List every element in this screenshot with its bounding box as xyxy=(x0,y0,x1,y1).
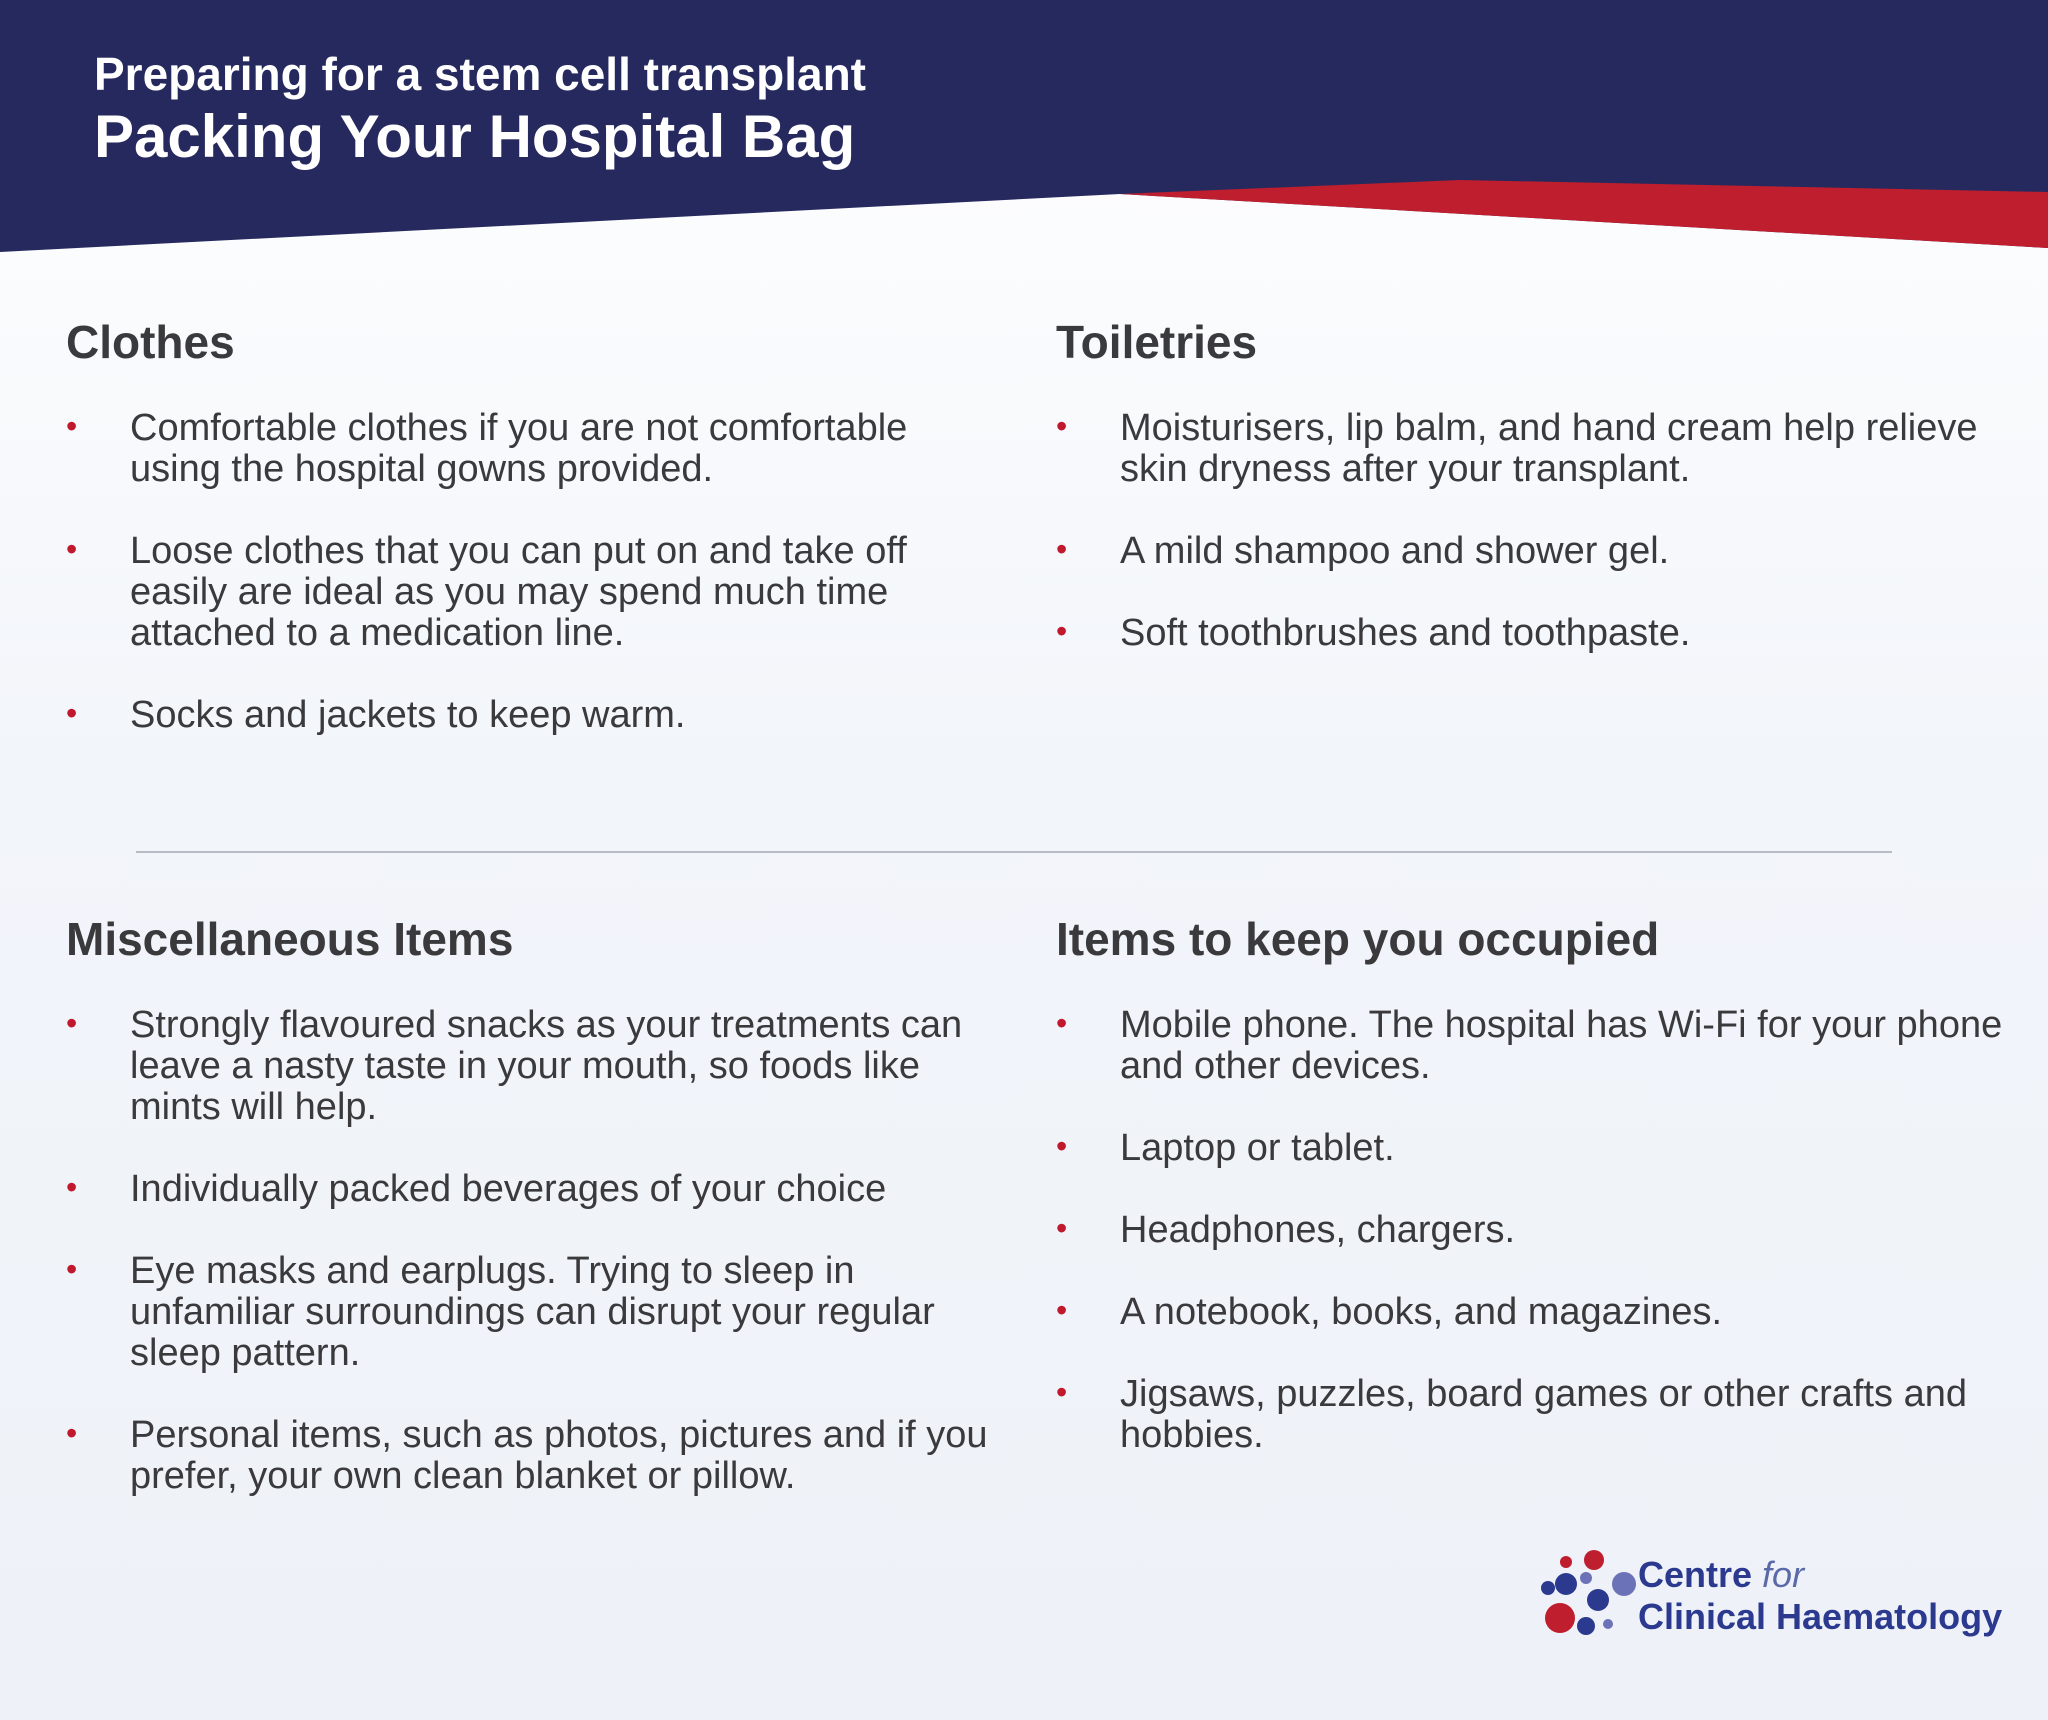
list-item xyxy=(1056,613,2016,654)
list-item-text: Eye masks and earplugs. Trying to sleep in unfamiliar surroundings can disrupt your regular sleep pattern. xyxy=(130,1250,935,1374)
bullet-icon: • xyxy=(66,1005,78,1041)
bullet-icon: • xyxy=(1056,1292,1068,1328)
section-heading: Clothes xyxy=(66,316,235,368)
section-heading: Toiletries xyxy=(1056,316,1258,368)
list-item-text: Soft toothbrushes and toothpaste. xyxy=(1120,612,1691,654)
list-item xyxy=(66,1169,1006,1210)
page-title: Packing Your Hospital Bag xyxy=(94,103,856,170)
list-item xyxy=(66,531,1006,654)
bullet-list xyxy=(1056,408,2016,654)
logo-text-clinical-haematology: Clinical Haematology xyxy=(1638,1596,2003,1637)
header-subtitle: Preparing for a stem cell transplant xyxy=(94,48,867,100)
bullet-icon: • xyxy=(1056,1210,1068,1246)
bullet-icon: • xyxy=(66,1169,78,1205)
list-item-text: Moisturisers, lip balm, and hand cream help relieve skin dryness after your transplant. xyxy=(1120,407,1978,490)
logo xyxy=(1536,1548,2016,1648)
list-item-text: Comfortable clothes if you are not comfortable using the hospital gowns provided. xyxy=(130,407,908,490)
list-item xyxy=(66,408,1006,490)
bullet-icon: • xyxy=(1056,408,1068,444)
bullet-icon: • xyxy=(66,1415,78,1451)
molecule-dots-logo-icon xyxy=(1536,1548,1636,1648)
section-divider xyxy=(136,851,1892,853)
bullet-icon: • xyxy=(66,695,78,731)
bullet-icon: • xyxy=(1056,1005,1068,1041)
list-item xyxy=(1056,1292,2016,1333)
section-heading: Items to keep you occupied xyxy=(1056,913,1660,965)
list-item xyxy=(66,1415,1006,1497)
list-item xyxy=(1056,1374,2016,1456)
list-item xyxy=(1056,408,2016,490)
bullet-icon: • xyxy=(1056,531,1068,567)
bullet-list xyxy=(66,408,1006,736)
list-item xyxy=(1056,1005,2016,1087)
list-item-text: Socks and jackets to keep warm. xyxy=(130,694,686,736)
list-item xyxy=(1056,531,2016,572)
list-item-text: Headphones, chargers. xyxy=(1120,1209,1516,1251)
bullet-list xyxy=(1056,1005,2016,1456)
list-item-text: Individually packed beverages of your choice xyxy=(130,1168,887,1210)
list-item-text: Jigsaws, puzzles, board games or other crafts and hobbies. xyxy=(1120,1373,1967,1456)
section-miscellaneous xyxy=(66,911,1006,1538)
bullet-icon: • xyxy=(1056,1374,1068,1410)
section-heading: Miscellaneous Items xyxy=(66,913,514,965)
logo-text-centre: Centre xyxy=(1638,1554,1753,1595)
list-item xyxy=(1056,1128,2016,1169)
list-item xyxy=(66,695,1006,736)
section-toiletries xyxy=(1056,314,2016,695)
bullet-icon: • xyxy=(66,531,78,567)
bullet-icon: • xyxy=(66,1251,78,1287)
bullet-list xyxy=(66,1005,1006,1497)
section-clothes xyxy=(66,314,1006,777)
header xyxy=(94,46,866,172)
list-item-text: A mild shampoo and shower gel. xyxy=(1120,530,1670,572)
list-item-text: Mobile phone. The hospital has Wi-Fi for your phone and other devices. xyxy=(1120,1004,2003,1087)
bullet-icon: • xyxy=(1056,613,1068,649)
list-item xyxy=(1056,1210,2016,1251)
list-item-text: A notebook, books, and magazines. xyxy=(1120,1291,1723,1333)
section-occupied xyxy=(1056,911,2016,1497)
bullet-icon: • xyxy=(66,408,78,444)
list-item-text: Strongly flavoured snacks as your treatments can leave a nasty taste in your mouth, so foods like mints will help. xyxy=(130,1004,963,1128)
list-item xyxy=(66,1251,1006,1374)
list-item xyxy=(66,1005,1006,1128)
list-item-text: Loose clothes that you can put on and take off easily are ideal as you may spend much time attached to a medication line. xyxy=(130,530,907,654)
list-item-text: Laptop or tablet. xyxy=(1120,1127,1395,1169)
list-item-text: Personal items, such as photos, pictures and if you prefer, your own clean blanket or pillow. xyxy=(130,1414,988,1497)
logo-text-for: for xyxy=(1762,1554,1805,1595)
bullet-icon: • xyxy=(1056,1128,1068,1164)
